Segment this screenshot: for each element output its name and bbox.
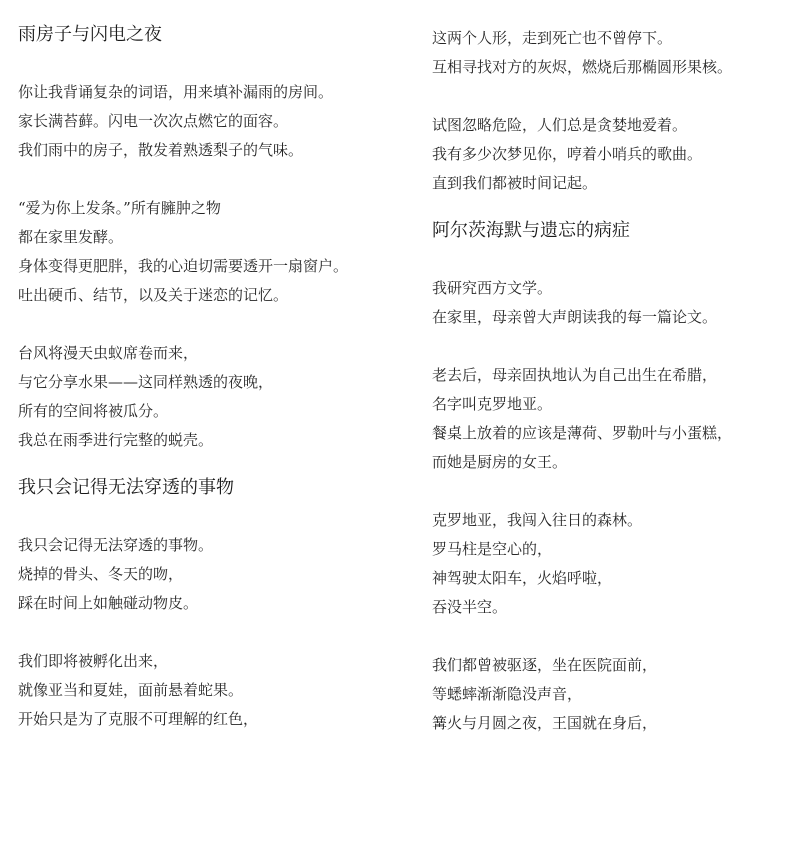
stanza: [432, 274, 796, 332]
poem-title: 阿尔茨海默与遗忘的病症: [432, 220, 630, 241]
stanza: [18, 531, 390, 618]
stanza: [18, 194, 390, 310]
poem-line: 篝火与月圆之夜，王国就在身后，: [432, 714, 658, 732]
poem-line: 吞没半空。: [432, 598, 508, 616]
poem-line: 你让我背诵复杂的词语，用来填补漏雨的房间。: [18, 83, 334, 101]
poem-line: 踩在时间上如触碰动物皮。: [18, 594, 199, 612]
poem-line: 而她是厨房的女王。: [432, 453, 568, 471]
poem-line: 克罗地亚，我闯入往日的森林。: [432, 511, 643, 529]
poem-line: 家长满苔藓。闪电一次次点燃它的面容。: [18, 112, 289, 130]
stanza: [18, 339, 390, 455]
poem-line: 吐出硬币、结节，以及关于迷恋的记忆。: [18, 286, 289, 304]
poem-line: 我有多少次梦见你，哼着小哨兵的歌曲。: [432, 145, 703, 163]
poem-line: 直到我们都被时间记起。: [432, 174, 598, 192]
poem-line: 神驾驶太阳车，火焰呼啦，: [432, 569, 613, 587]
right-column: [432, 24, 796, 738]
poem-line: 烧掉的骨头、冬天的吻，: [18, 565, 184, 583]
poem-line: 名字叫克罗地亚。: [432, 395, 553, 413]
stanza: [18, 78, 390, 165]
poem-line: 身体变得更肥胖，我的心迫切需要透开一扇窗户。: [18, 257, 349, 275]
poem-line: 这两个人形，走到死亡也不曾停下。: [432, 29, 673, 47]
poem-line: 我研究西方文学。: [432, 279, 553, 297]
stanza: [432, 361, 796, 477]
poem-line: 老去后，母亲固执地认为自己出生在希腊，: [432, 366, 718, 384]
stanza: [432, 111, 796, 198]
poem-line: 罗马柱是空心的，: [432, 540, 553, 558]
left-column: [18, 20, 390, 734]
stanza: [432, 24, 796, 82]
poem-line: 所有的空间将被瓜分。: [18, 402, 169, 420]
poem-line: 我们雨中的房子，散发着熟透梨子的气味。: [18, 141, 304, 159]
poem-line: 试图忽略危险，人们总是贪婪地爱着。: [432, 116, 688, 134]
poem-line: 我总在雨季进行完整的蜕壳。: [18, 431, 214, 449]
poem-line: 在家里，母亲曾大声朗读我的每一篇论文。: [432, 308, 718, 326]
poem-line: 我只会记得无法穿透的事物。: [18, 536, 214, 554]
poem-line: 都在家里发酵。: [18, 228, 124, 246]
stanza: [432, 506, 796, 622]
poem-line: 开始只是为了克服不可理解的红色，: [18, 710, 259, 728]
poem-line: 就像亚当和夏娃，面前悬着蛇果。: [18, 681, 244, 699]
poem-line: 餐桌上放着的应该是薄荷、罗勒叶与小蛋糕，: [432, 424, 733, 442]
poem-line: 与它分享水果——这同样熟透的夜晚，: [18, 373, 274, 391]
poem-line: 我们都曾被驱逐，坐在医院面前，: [432, 656, 658, 674]
stanza: [432, 651, 796, 738]
poem-line: 我们即将被孵化出来，: [18, 652, 169, 670]
poem-line: 台风将漫天虫蚁席卷而来，: [18, 344, 199, 362]
poem-title: 我只会记得无法穿透的事物: [18, 477, 234, 498]
poem-line: 等蟋蟀渐渐隐没声音，: [432, 685, 583, 703]
stanza: [18, 647, 390, 734]
poem-line: “爱为你上发条。”所有臃肿之物: [18, 199, 221, 217]
poem-title: 雨房子与闪电之夜: [18, 24, 162, 45]
poem-line: 互相寻找对方的灰烬，燃烧后那椭圆形果核。: [432, 58, 733, 76]
